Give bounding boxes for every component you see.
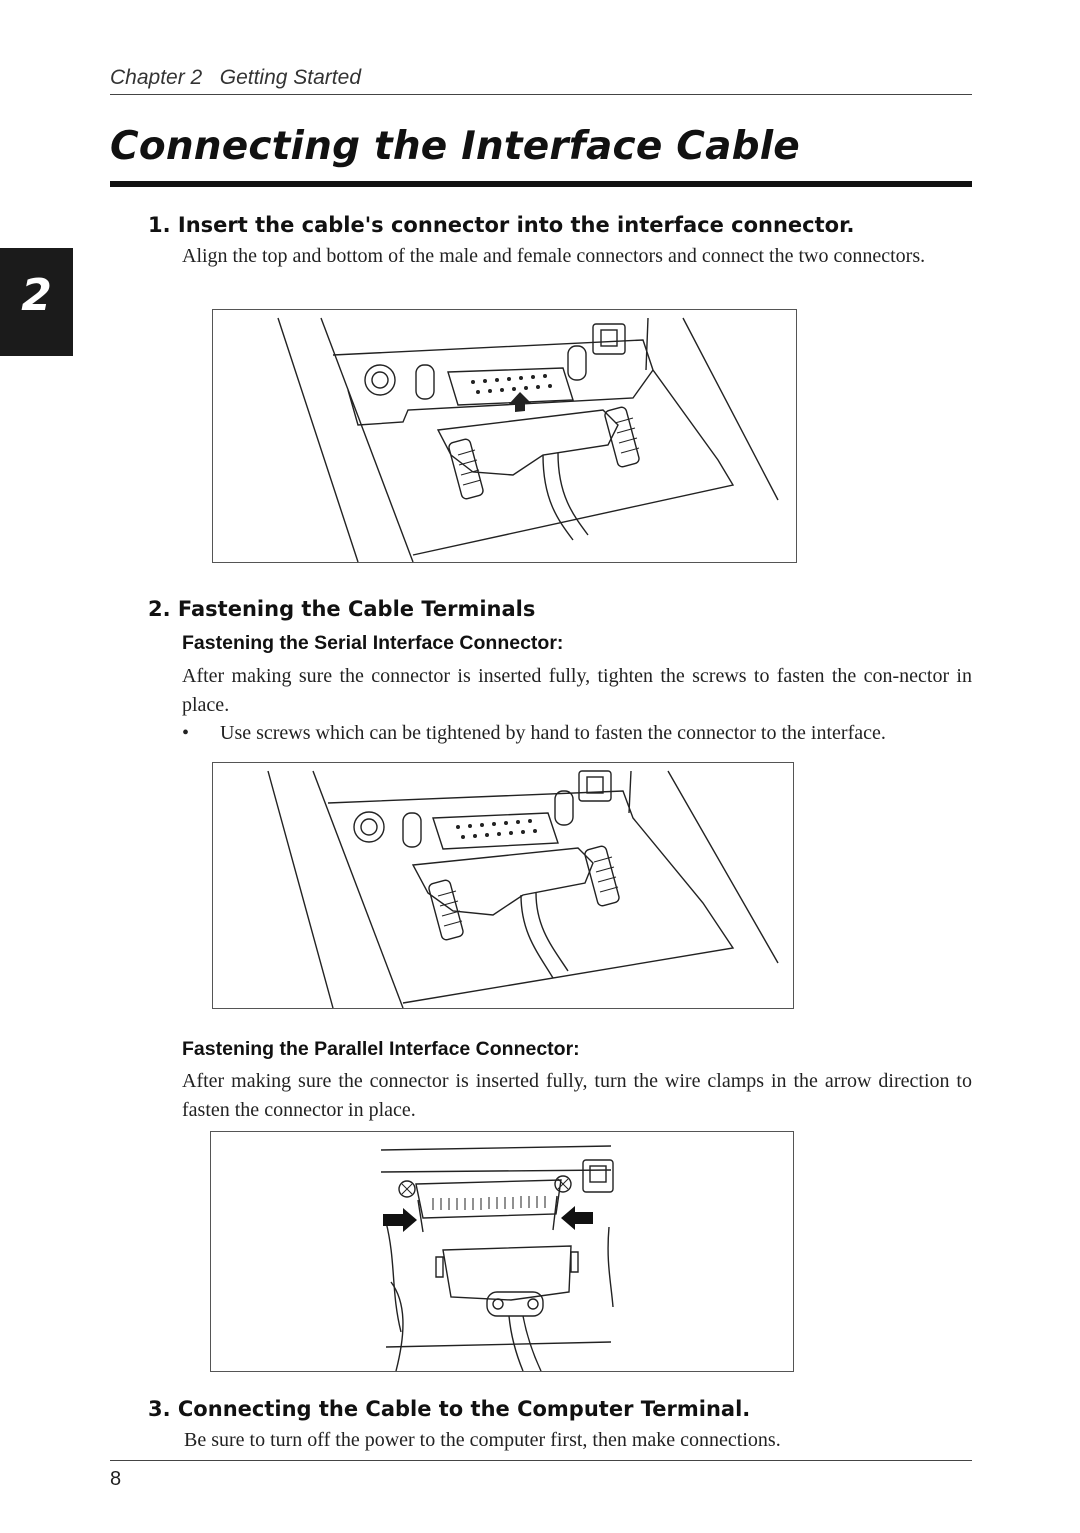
step-2-heading: 2. Fastening the Cable Terminals [148,597,536,621]
serial-connector-illustration [213,763,793,1008]
figure-insert-connector [212,309,797,563]
step-1-body: Align the top and bottom of the male and female connectors and connect the two connectors. [182,245,926,267]
parallel-subheading: Fastening the Parallel Interface Connector: [182,1038,580,1060]
serial-bullet: Use screws which can be tightened by hand to fasten the connector to the interface. [220,722,886,744]
page-number: 8 [110,1468,122,1490]
serial-body: After making sure the connector is inserted fully, tighten the screws to fasten the con-nector in place. [182,665,972,716]
figure-parallel-clamps [210,1131,794,1372]
chapter-label: Chapter 2 [110,66,203,89]
parallel-connector-illustration [211,1132,793,1371]
serial-subheading: Fastening the Serial Interface Connector: [182,632,564,654]
chapter-title: Getting Started [219,66,361,89]
running-header [110,66,361,90]
footer-rule [110,1460,972,1461]
chapter-tab-number: 2 [21,270,52,321]
page-title: Connecting the Interface Cable [110,124,800,169]
header-rule [110,94,972,95]
title-rule [110,181,972,187]
step-1-heading: 1. Insert the cable's connector into the interface connector. [148,213,855,237]
parallel-body: After making sure the connector is inserted fully, turn the wire clamps in the arrow direction to fasten the connector in place. [182,1070,972,1121]
step-3-heading: 3. Connecting the Cable to the Computer Terminal. [148,1397,751,1421]
figure-serial-fastened [212,762,794,1009]
step-3-body: Be sure to turn off the power to the computer first, then make connections. [184,1429,781,1451]
printer-rear-illustration [213,310,796,562]
bullet-marker: • [182,722,190,744]
